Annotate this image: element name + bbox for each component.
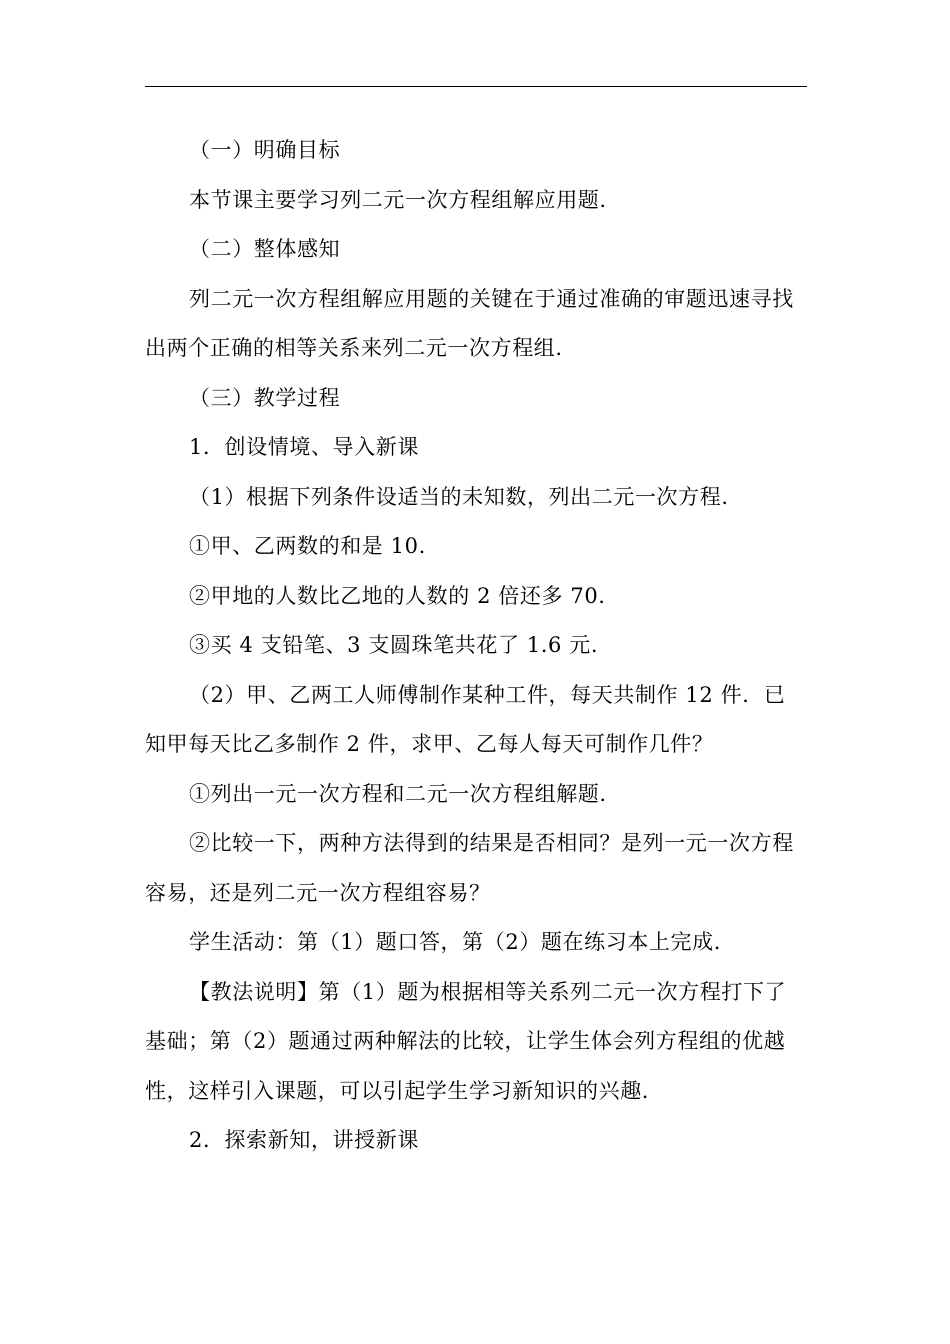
teaching-note: 【教法说明】第（1）题为根据相等关系列二元一次方程打下了基础；第（2）题通过两种解法的比较，让学生体会列方程组的优越性，这样引入课题，可以引起学生学习新知识的兴趣. [145,979,787,1103]
question-1-item-3: ③买 4 支铅笔、3 支圆珠笔共花了 1.6 元. [189,633,599,657]
question-1-item-2: ②甲地的人数比乙地的人数的 2 倍还多 70. [189,583,606,608]
question-2-item-1: ①列出一元一次方程和二元一次方程组解题. [189,781,607,806]
section-heading-objectives: （一）明确目标 [189,138,341,162]
section-heading-process: （三）教学过程 [189,385,341,410]
question-1: （1）根据下列条件设适当的未知数，列出二元一次方程. [189,484,729,509]
question-2: （2）甲、乙两工人师傅制作某种工件，每天共制作 12 件．已知甲每天比乙多制作 2 件，求甲、乙每人每天可制作几件？ [145,682,786,756]
document-body [145,126,807,1166]
step-heading-intro: 1．创设情境、导入新课 [189,435,419,459]
header-rule [145,86,807,87]
student-activity: 学生活动：第（1）题口答，第（2）题在练习本上完成. [189,930,721,954]
objective-paragraph: 本节课主要学习列二元一次方程组解应用题. [189,187,607,212]
question-1-item-1: ①甲、乙两数的和是 10. [189,534,426,558]
step-heading-new-knowledge: 2．探索新知，讲授新课 [189,1128,419,1152]
question-2-item-2: ②比较一下，两种方法得到的结果是否相同？是列一元一次方程容易，还是列二元一次方程组容易？ [145,831,794,905]
overview-paragraph: 列二元一次方程组解应用题的关键在于通过准确的审题迅速寻找出两个正确的相等关系来列二元一次方程组. [145,286,794,360]
section-heading-overview: （二）整体感知 [189,237,341,261]
